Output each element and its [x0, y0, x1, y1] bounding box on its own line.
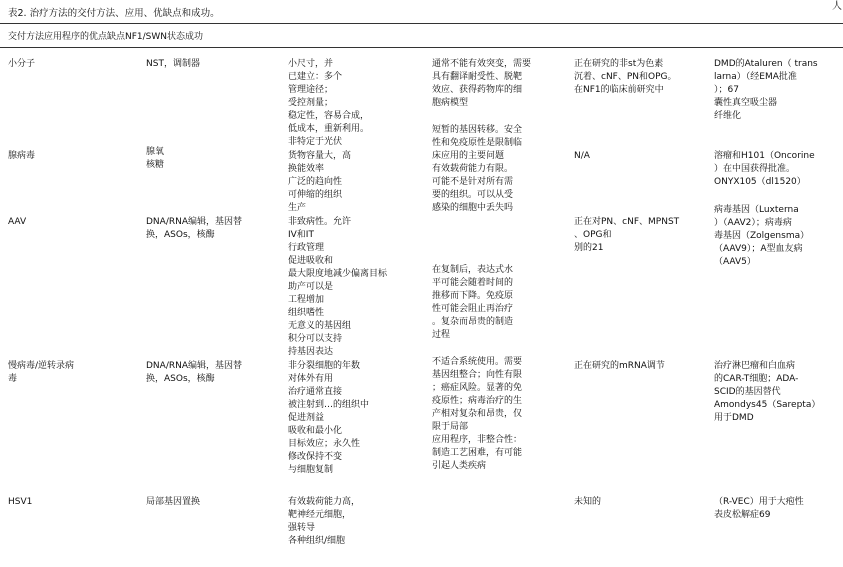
cell-line: ）（AAV2）；病毒病: [714, 218, 792, 228]
row-4-advantages: [288, 360, 369, 477]
cell-line: 胞病模型: [432, 98, 469, 108]
cell-line: 应用程序，非整合性：: [432, 435, 523, 445]
row-1-application: [146, 58, 200, 71]
cell-line: 管理途径；: [288, 85, 334, 95]
row-3-success: [714, 204, 809, 269]
cell-line: 腺病毒: [8, 151, 36, 161]
cell-line: 修改保持不变: [288, 452, 343, 462]
row-2-success: [714, 150, 815, 189]
cell-line: 换能效率: [288, 164, 325, 174]
cell-line: 靶神经元细胞，: [288, 510, 352, 520]
cell-line: AAV: [8, 217, 27, 227]
cell-line: DNA/RNA编辑，基因替: [146, 217, 242, 227]
row-1-advantages: [288, 58, 369, 149]
cell-line: 低成本，重新利用。: [288, 124, 370, 134]
cell-line: 床应用的主要问题: [432, 151, 505, 161]
cell-line: 吸收和最小化: [288, 426, 343, 436]
cell-line: 货物容量大，高: [288, 151, 352, 161]
row-5-application: [146, 496, 200, 509]
cell-line: 可能不是针对所有需: [432, 177, 514, 187]
table-header: 交付方法应用程序的优点缺点NF1/SWN状态成功: [8, 32, 204, 42]
cell-line: 组织嗜性: [288, 308, 325, 318]
cell-line: 受控剂量；: [288, 98, 334, 108]
cell-line: 强转导: [288, 523, 316, 533]
row-4-status: [574, 360, 665, 373]
row-4-application: [146, 360, 242, 386]
cell-line: 可伸缩的组织: [288, 190, 343, 200]
cell-line: 在NF1的临床前研究中: [574, 85, 664, 95]
cell-line: 未知的: [574, 497, 602, 507]
cell-line: DMD的Ataluren（ trans: [714, 59, 818, 69]
cell-line: SCID的基因替代: [714, 387, 781, 397]
row-3-disadvantages: [432, 264, 513, 342]
cell-line: 有效载荷能力有限。: [432, 164, 514, 174]
cell-line: 性可能会阻止再治疗: [432, 304, 514, 314]
cell-line: 正在对PN、cNF、MPNST: [574, 217, 680, 227]
cell-line: 目标效应；永久性: [288, 439, 361, 449]
cell-line: 广泛的趋向性: [288, 177, 343, 187]
cell-line: 效应、获得药物库的细: [432, 85, 523, 95]
cell-line: 毒基因（Zolgensma）: [714, 231, 810, 241]
row-2-disadvantages: [432, 124, 522, 215]
row-5-success: [714, 496, 804, 522]
cell-line: 过程: [432, 330, 451, 340]
cell-line: （AAV9）；A型血友病: [714, 244, 803, 254]
row-5-advantages: [288, 496, 360, 548]
cell-line: 有效载荷能力高，: [288, 497, 361, 507]
cell-line: 持基因表达: [288, 347, 334, 357]
cell-line: （R-VEC）用于大疱性: [714, 497, 804, 507]
row-1-status: [574, 58, 677, 97]
row-1-disadvantages: [432, 58, 531, 110]
cell-line: 用于DMD: [714, 413, 754, 423]
cell-line: 病毒基因（Luxterna: [714, 205, 799, 215]
cell-line: ）；67: [714, 85, 739, 95]
row-3-method: [8, 216, 26, 229]
cell-line: 正在研究的非st为色素: [574, 59, 664, 69]
cell-line: 腺氧: [146, 147, 165, 157]
cell-line: 基因组整合；向性有限: [432, 370, 523, 380]
cell-line: 积分可以支持: [288, 334, 343, 344]
cell-line: 短暂的基因转移。安全: [432, 125, 523, 135]
cell-line: 治疗通常直接: [288, 387, 343, 397]
cell-line: 要的组织。可以从受: [432, 190, 514, 200]
cell-line: 正在研究的mRNA调节: [574, 361, 665, 371]
cell-line: 毒: [8, 374, 18, 384]
cell-line: 别的21: [574, 243, 604, 253]
cell-line: 小尺寸，并: [288, 59, 334, 69]
row-5-method: [8, 496, 32, 509]
cell-line: 表皮松解症69: [714, 510, 771, 520]
cell-line: 与细胞复制: [288, 465, 334, 475]
cell-line: 产相对复杂和昂贵，仅: [432, 409, 523, 419]
cell-line: 限于局部: [432, 422, 469, 432]
cell-line: 助产可以是: [288, 282, 334, 292]
cell-line: 性和免疫原性是限制临: [432, 138, 523, 148]
row-3-status: [574, 216, 679, 255]
corner-character: 人: [832, 1, 842, 12]
cell-line: 局部基因置换: [146, 497, 201, 507]
row-4-method: [8, 360, 74, 386]
cell-line: Amondys45（Sarepta）: [714, 400, 821, 410]
cell-line: 促进剂益: [288, 413, 325, 423]
cell-line: 囊性真空吸尘器: [714, 98, 778, 108]
cell-line: 工程增加: [288, 295, 325, 305]
top-rule: [0, 23, 843, 24]
row-4-disadvantages: [432, 356, 522, 473]
cell-line: 稳定性，容易合成，: [288, 111, 370, 121]
cell-line: ）在中国获得批准。: [714, 164, 796, 174]
cell-line: ONYX105（dl1520）: [714, 177, 806, 187]
cell-line: 的CAR-T细胞；ADA-: [714, 374, 799, 384]
cell-line: 小分子: [8, 59, 36, 69]
row-2-method: [8, 150, 35, 163]
cell-line: 各种组织/细胞: [288, 536, 346, 546]
table-title: 表2. 治疗方法的交付方法、应用、优缺点和成功。: [8, 8, 220, 19]
cell-line: 感染的细胞中丢失吗: [432, 203, 514, 213]
cell-line: 通常不能有效突变，需要: [432, 59, 532, 69]
cell-line: 具有翻译耐受性、脱靶: [432, 72, 523, 82]
cell-line: IV和IT: [288, 230, 314, 240]
row-2-application: [146, 146, 164, 172]
cell-line: 核糖: [146, 160, 165, 170]
cell-line: ；癌症风险。显著的免: [432, 383, 523, 393]
cell-line: 换，ASOs，核酶: [146, 230, 215, 240]
cell-line: 换，ASOs，核酶: [146, 374, 215, 384]
header-rule: [0, 47, 843, 48]
cell-line: 推移而下降。免疫原: [432, 291, 514, 301]
cell-line: 最大限度地减少偏离目标: [288, 269, 388, 279]
row-5-status: [574, 496, 601, 509]
cell-line: （AAV5）: [714, 257, 756, 267]
row-3-advantages: [288, 216, 387, 359]
cell-line: 疫原性；病毒治疗的生: [432, 396, 523, 406]
cell-line: 促进吸收和: [288, 256, 334, 266]
cell-line: 溶瘤和H101（Oncorine: [714, 151, 815, 161]
cell-line: 对体外有用: [288, 374, 334, 384]
cell-line: DNA/RNA编辑，基因替: [146, 361, 242, 371]
cell-line: 平可能会随着时间的: [432, 278, 514, 288]
cell-line: 治疗淋巴瘤和白血病: [714, 361, 796, 371]
row-1-success: [714, 58, 818, 123]
cell-line: HSV1: [8, 497, 33, 507]
row-3-application: [146, 216, 242, 242]
cell-line: 、OPG和: [574, 230, 612, 240]
cell-line: 纤维化: [714, 111, 742, 121]
cell-line: 行政管理: [288, 243, 325, 253]
cell-line: larna）（经EMA批准: [714, 72, 797, 82]
cell-line: 已建立：多个: [288, 72, 343, 82]
cell-line: 引起人类疾病: [432, 461, 487, 471]
cell-line: 。复杂而昂贵的制造: [432, 317, 514, 327]
cell-line: 非致病性。允许: [288, 217, 352, 227]
cell-line: 在复制后，表达式水: [432, 265, 514, 275]
cell-line: N/A: [574, 151, 590, 161]
row-2-advantages: [288, 150, 351, 215]
row-1-method: [8, 58, 35, 71]
cell-line: NST，调制器: [146, 59, 200, 69]
cell-line: 非特定于光伏: [288, 137, 343, 147]
cell-line: 慢病毒/逆转录病: [8, 361, 75, 371]
cell-line: 无意义的基因组: [288, 321, 352, 331]
cell-line: 被注射到…的组织中: [288, 400, 370, 410]
cell-line: 制造工艺困难，有可能: [432, 448, 523, 458]
cell-line: 非分裂细胞的年数: [288, 361, 361, 371]
cell-line: 沉着、cNF、PN和OPG。: [574, 72, 677, 82]
cell-line: 生产: [288, 203, 307, 213]
row-2-status: [574, 150, 590, 163]
cell-line: 不适合系统使用。需要: [432, 357, 523, 367]
row-4-success: [714, 360, 820, 425]
